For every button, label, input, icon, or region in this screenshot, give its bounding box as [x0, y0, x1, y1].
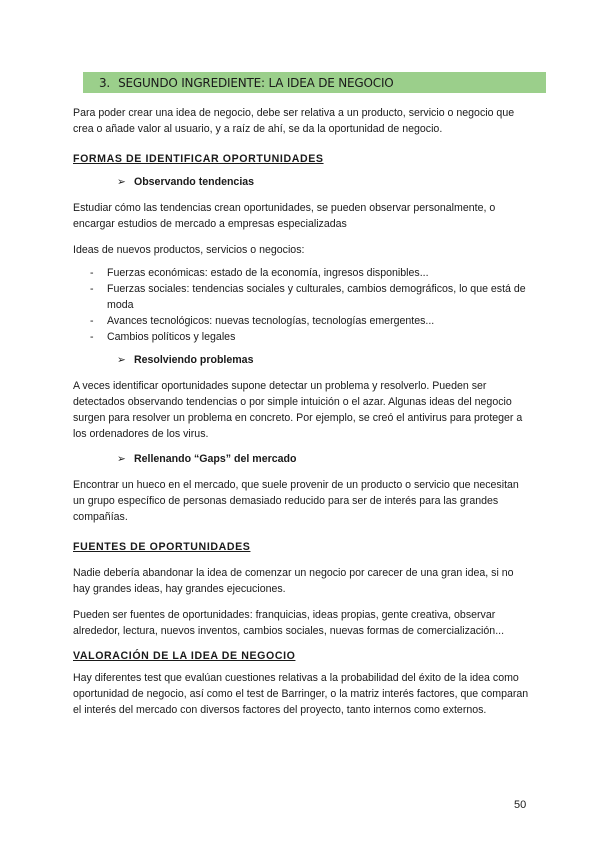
section-banner: [83, 72, 546, 93]
list-item-text: Fuerzas económicas: estado de la economía, ingresos disponibles...: [107, 267, 429, 279]
ideas-list: [73, 265, 529, 345]
subheading-resolviendo-label: Resolviendo problemas: [133, 354, 254, 366]
list-item-text: Avances tecnológicos: nuevas tecnologías, tecnologías emergentes...: [107, 315, 435, 327]
arrow-bullet-icon: ➢: [117, 176, 126, 188]
arrow-bullet-icon: ➢: [117, 453, 126, 465]
heading-formas: FORMAS DE IDENTIFICAR OPORTUNIDADES: [73, 153, 324, 165]
subheading-observando: [73, 174, 529, 190]
list-item-text: Fuerzas sociales: tendencias sociales y culturales, cambios demográficos, lo que está de moda: [107, 283, 526, 311]
heading-fuentes: FUENTES DE OPORTUNIDADES: [73, 541, 251, 553]
arrow-bullet-icon: ➢: [117, 354, 126, 366]
section-number: 3.: [99, 75, 111, 90]
list-item: [73, 329, 529, 345]
list-item: [73, 281, 529, 313]
subheading-resolviendo: [73, 352, 529, 368]
valoracion-paragraph: Hay diferentes test que evalúan cuestiones relativas a la probabilidad del éxito de la idea como oportunidad de negocio, así como el test de Barringer, o la matriz interés factores, que comparan el interés del mercado con diversos factores del proyecto, tanto internos como externos.: [73, 672, 529, 716]
observando-paragraph-1: Estudiar cómo las tendencias crean oportunidades, se pueden observar personalmente, o encargar estudios de mercado a empresas especializadas: [73, 202, 496, 230]
page-number: 50: [514, 799, 527, 811]
fuentes-paragraph-2: Pueden ser fuentes de oportunidades: franquicias, ideas propias, gente creativa, observar alrededor, lectura, nuevos inventos, cambios sociales, nuevas formas de comercialización...: [73, 609, 505, 637]
subheading-gaps-label: Rellenando “Gaps” del mercado: [133, 453, 297, 465]
subheading-gaps: [73, 451, 529, 467]
list-item: [73, 313, 529, 329]
observando-paragraph-2: Ideas de nuevos productos, servicios o negocios:: [73, 244, 305, 256]
fuentes-paragraph-1: Nadie debería abandonar la idea de comenzar un negocio por carecer de una gran idea, si no hay grandes ideas, hay grandes ejecuciones.: [73, 567, 514, 595]
intro-paragraph: Para poder crear una idea de negocio, debe ser relativa a un producto, servicio o negocio que crea o añade valor al usuario, y a raíz de ahí, se da la oportunidad de negocio.: [73, 107, 515, 135]
dash-bullet: -: [90, 331, 94, 343]
dash-bullet: -: [90, 267, 94, 279]
gaps-paragraph: Encontrar un hueco en el mercado, que suele provenir de un producto o servicio que necesitan un grupo específico de personas demasiado reducido para ser de interés para las grandes compañías.: [73, 479, 519, 523]
dash-bullet: -: [90, 283, 94, 295]
heading-valoracion: VALORACIÓN DE LA IDEA DE NEGOCIO: [73, 650, 296, 662]
list-item: [73, 265, 529, 281]
resolviendo-paragraph: A veces identificar oportunidades supone detectar un problema y resolverlo. Pueden ser detectados observando tendencias o por simple intuición o el azar. Algunas ideas del negocio surgen para resolver un problema en concreto. Por ejemplo, se creó el antivirus para proteger a los ordenadores de los virus.: [73, 380, 523, 440]
dash-bullet: -: [90, 315, 94, 327]
page-content: [73, 72, 529, 718]
subheading-observando-label: Observando tendencias: [133, 176, 255, 188]
list-item-text: Cambios políticos y legales: [107, 331, 236, 343]
section-title: SEGUNDO INGREDIENTE: LA IDEA DE NEGOCIO: [118, 75, 394, 90]
